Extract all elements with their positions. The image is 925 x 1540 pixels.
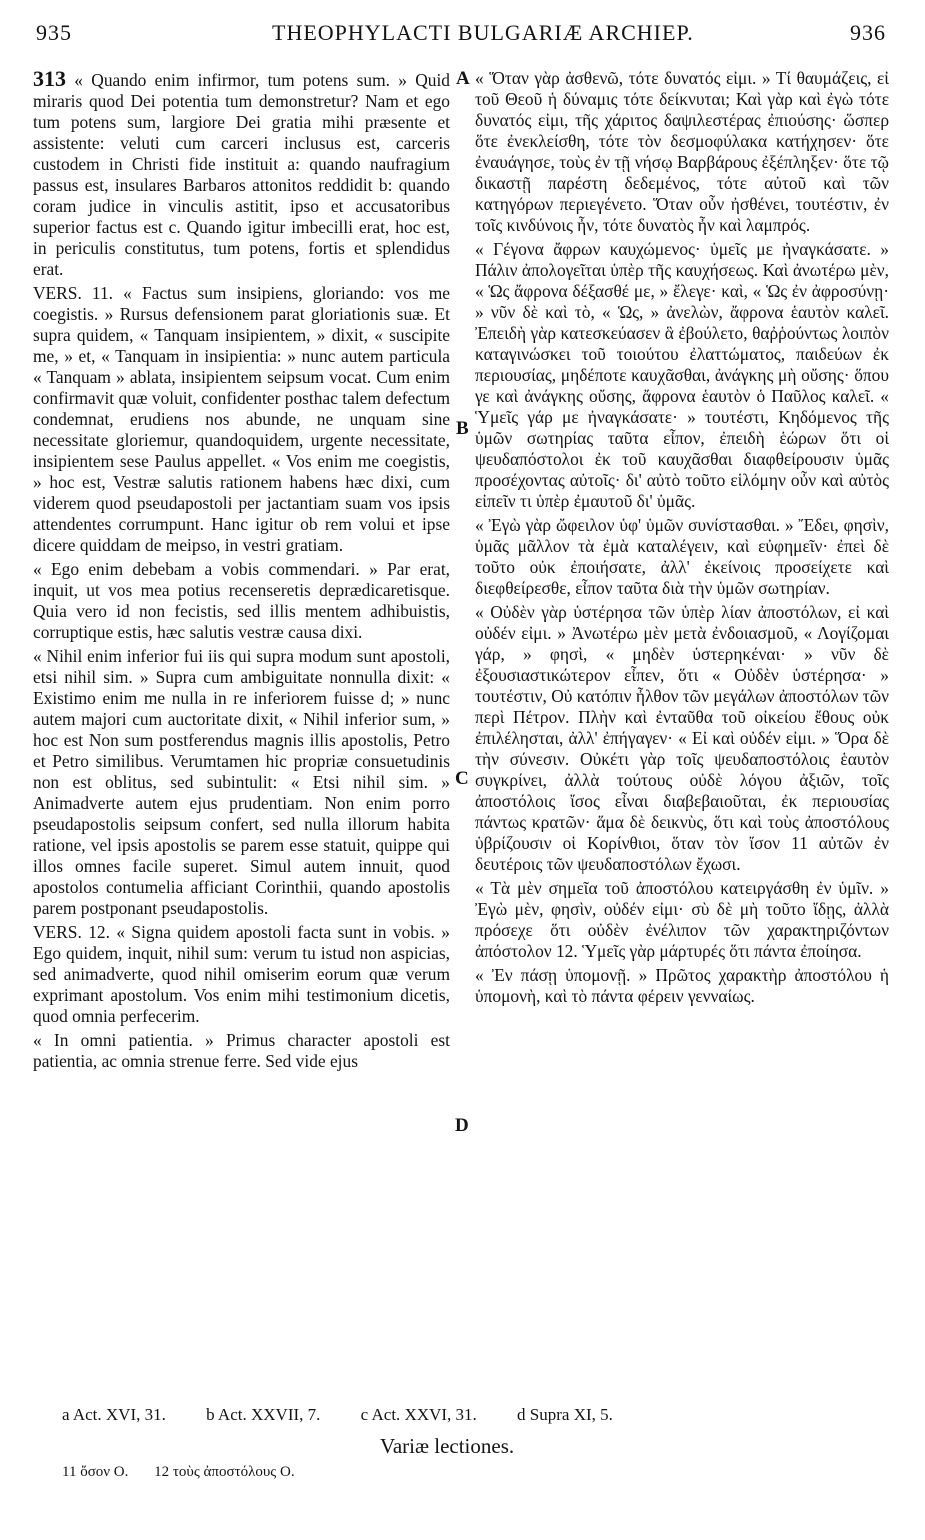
footnote-d: d Supra XI, 5. [517, 1405, 613, 1424]
margin-letter-a: A [456, 68, 470, 89]
page-number-right: 936 [850, 20, 886, 45]
greek-paragraph-4: « Οὐδὲν γὰρ ὑστέρησα τῶν ὑπὲρ λίαν ἀποστόλων, εἰ καὶ οὐδέν εἰμι. » Ἀνωτέρω μὲν μετὰ ἐνδοιασμοῦ, « Λογίζομαι γάρ, » φησὶ, « μηδὲν ὑστερηκέναι· » νῦν δὲ ἐξουσιαστικώτερον εἶπεν, ὅτι « Οὐδὲν ὑστέρησα· » τουτέστιν, Οὐ κατόπιν ἦλθον τῶν μεγάλων ἀποστόλων τῶν περὶ Πέτρον. Πλὴν καὶ ἐνταῦθα τοῦ οἰκείου ἔθους οὐκ ἐπιλέλησται, ἀλλ' ἐπήγαγεν· « Εἰ καὶ οὐδέν εἰμι. » Ὅρα δὲ τὴν σύνεσιν. Οὐκέτι γὰρ τοῖς ψευδαποστόλοις ἑαυτὸν συγκρίνει, ἀλλὰ τούτους οὐδὲ λόγου ἀξιῶν, τοῖς ἀποστόλοις ἴσος εἶναι διαβεβαιοῦται, ἐκ περιουσίας πάντως κρατῶν· ἅμα δὲ δεικνὺς, ὅτι καὶ τοὺς ἀποστόλους ὑβρίζουσιν οἱ Κορίνθιοι, ὅταν τὸν ἴσον 11 αὐτῶν ἐν δευτέροις τῶν ψευδαποστόλων ἔχωσι. [475, 602, 889, 874]
page-number-left: 935 [36, 20, 72, 45]
footnote-c: c Act. XXVI, 31. [360, 1405, 477, 1424]
page-header [0, 20, 925, 60]
greek-paragraph-1: « Ὅταν γὰρ ἀσθενῶ, τότε δυνατός εἰμι. » Τί θαυμάζεις, εἰ τοῦ Θεοῦ ἡ δύναμις τότε δείκνυται; Καὶ γὰρ καὶ ἐγὼ τότε δυνατός εἰμι, τῆς χάριτος δαψιλεστέρας ἐπιούσης· ὥσπερ ὅτε ἐνεκλείσθη, τότε τὸν δεσμοφύλακα κατήχησεν· ὅτε ἐναυάγησε, τοὺς ἐν τῇ νήσῳ Βαρβάρους ἐξέπληξεν· ὅτε τῷ δικαστῇ παρέστη δεδεμένος, τότε αὐτοῦ καὶ τῶν κατηγόρων περιεγένετο. Ὅταν οὖν ἠσθένει, τουτέστιν, ἐν τοῖς κινδύνοις ἦν, τότε δυνατὸς ἦν καὶ λαμπρός. [475, 68, 889, 235]
footnote-b: b Act. XXVII, 7. [206, 1405, 321, 1424]
latin-footnotes [62, 1405, 862, 1425]
latin-paragraph-4: « Nihil enim inferior fui iis qui supra modum sunt apostoli, etsi nihil sim. » Supra cum ambiguitate nonnulla dixit: « Existimo enim me nulla in re inferiorem fuisse d; » nunc autem majori cum auctoritate dixit, « Nihil inferior sum, » hoc est Non sum postferendus magnis illis apostolis, Petro et Petro similibus. Verumtamen hic propriæ consuetudinis non est oblitus, sed subintulit: « Etsi nihil sim. » Animadverte autem ejus prudentiam. Non enim porro pseudapostolis seipsum confert, sed nulla illorum habita ratione, vel ipsis apostolis se parem esse statuit, quippe qui illos omnes facile superet. Simul autem innuit, quod apostolos contumelia afficiant Corinthii, quando apostolis parem postponant pseudapostolis. [33, 646, 450, 918]
latin-paragraph-6: « In omni patientia. » Primus character apostoli est patientia, ac omnia strenue ferre. Sed vide ejus [33, 1030, 450, 1071]
greek-footnote-12: 12 τοὺς ἀποστόλους O. [154, 1464, 295, 1480]
greek-paragraph-3: « Ἐγὼ γὰρ ὤφειλον ὑφ' ὑμῶν συνίστασθαι. » Ἔδει, φησὶν, ὑμᾶς μᾶλλον τὰ ἐμὰ καταλέγειν, καὶ εὐφημεῖν· ἐπεὶ δὲ τοῦτο οὐκ ἐποιήσατε, ἀλλ' ἐκείνοις προσείχετε καὶ διεφθείρεσθε, εἶπον ταῦτα διὰ τὴν ὑμῶν σωτηρίαν. [475, 515, 889, 598]
latin-paragraph-1: 313 « Quando enim infirmor, tum potens sum. » Quid miraris quod Dei potentia tum demonstretur? Nam et ego tum potens sum, largiore Dei gratia mihi præsente et assistente: veluti cum carceri inclusus est, carceris custodem in Christi fide instituit a: quando naufragium passus est, insulares Barbaros attonitos reddidit b: quando coram judice in vinculis astitit, ipso et accusatoribus superior factus est c. Quando igitur imbecilli erat, hoc est, in periculis constitutus, tum potens, fortis et splendidus erat. [33, 66, 450, 279]
latin-column [33, 68, 450, 1075]
margin-letter-b: B [456, 418, 469, 439]
greek-paragraph-6: « Ἐν πάσῃ ὑπομονῇ. » Πρῶτος χαρακτὴρ ἀποστόλου ἡ ὑπομονὴ, καὶ τὸ πάντα φέρειν γενναίως. [475, 965, 889, 1006]
margin-letter-c: C [455, 768, 469, 789]
greek-paragraph-2: « Γέγονα ἄφρων καυχώμενος· ὑμεῖς με ἠναγκάσατε. » Πάλιν ἀπολογεῖται ὑπὲρ τῆς καυχήσεως. Καὶ ἀνωτέρω μὲν, « Ὡς ἄφρονα δέξασθέ με, » ἔλεγε· καὶ, « Ὡς ἐν ἀφροσύνῃ· » νῦν δὲ καὶ τὸ, « Ὡς, » ἀνελὼν, ἄφρονα ἑαυτὸν καλεῖ. Ἐπειδὴ γὰρ κατεσκεύασεν ἃ ἐβούλετο, θαῤῥούντως λοιπὸν καταγινώσκει τοῦ τοιούτου ἐλαττώματος, παιδεύων ἐκ περιουσίας, μηδέποτε καυχᾶσθαι, ἀνάγκης μὴ οὔσης· ὅπου γε καὶ ἀνάγκης οὔσης, ἄφρονα ἑαυτὸν ὁ Παῦλος καλεῖ. « Ὑμεῖς γάρ με ἠναγκάσατε· » τουτέστι, Κηδόμενος τῆς ὑμῶν σωτηρίας ταῦτα εἶπον, ἐπειδὴ ἑώρων ὅτι οἱ ψευδαπόστολοι ἐκ τοῦ καυχᾶσθαι διαφθείρουσιν ὑμᾶς προσέχοντας αὐτοῖς· δι' αὐτὸ τοῦτο εἱλόμην οὖν καὶ αὐτὸς εἰπεῖν τι ὑπὲρ ἐμαυτοῦ δι' ὑμᾶς. [475, 239, 889, 511]
variae-lectiones-heading: Variæ lectiones. [380, 1434, 515, 1458]
greek-footnotes [62, 1464, 317, 1481]
section-number: 313 [33, 66, 66, 91]
latin-paragraph-5: VERS. 12. « Signa quidem apostoli facta sunt in vobis. » Ego quidem, inquit, nihil sum: verum tu istud non aspicias, sed animadverte, quod nihil omiserim eorum quæ verum exprimant apostolum. Vos enim mihi testimonium dicetis, quod omnia perfecerim. [33, 922, 450, 1026]
latin-paragraph-3: « Ego enim debebam a vobis commendari. » Par erat, inquit, ut vos mea potius recenseretis deprædicaretisque. Quia vero id non fecistis, sed illis mentem adhibuistis, corruptique estis, hæc salutis vestræ causa dixi. [33, 559, 450, 642]
greek-footnote-11: 11 ὅσον O. [62, 1464, 129, 1480]
latin-paragraph-2: VERS. 11. « Factus sum insipiens, gloriando: vos me coegistis. » Rursus defensionem parat gloriationis suæ. Et supra quidem, « Tanquam insipientem, » dixit, « suscipite me, » et, « Tanquam in insipientia: » nunc autem particula « Tanquam » ablata, insipientem seipsum vocat. Cum enim confirmavit quæ voluit, confidenter posthac talem defectum condemnat, erudiens nos abunde, ne unquam sine necessitate gloriemur, quandoquidem, urgente necessitate, insipientem sese Paulus appellet. « Vos enim me coegistis, » hoc est, Vestræ salutis rationem habens hæc dixi, cum viderem quod pseudapostoli per jactantiam suam vos ipsis attendentes corrumpunt. Hanc igitur ob rem volui et ipse dicere quiddam de meipso, in vestri gratiam. [33, 283, 450, 555]
footnote-a: a Act. XVI, 31. [62, 1405, 166, 1424]
greek-paragraph-5: « Τὰ μὲν σημεῖα τοῦ ἀποστόλου κατειργάσθη ἐν ὑμῖν. » Ἐγὼ μὲν, φησὶν, οὐδέν εἰμι· σὺ δὲ μὴ τοῦτο ἴδῃς, ἀλλὰ πρόσεχε ὅτι οὐδὲν ἐνέλιπον τῶν χαρακτηριζόντων ἀπόστολον 12. Ὑμεῖς γὰρ μάρτυρές ὅτι πάντα ἐποίησα. [475, 878, 889, 961]
greek-column [475, 68, 889, 1010]
running-title: THEOPHYLACTI BULGARIÆ ARCHIEP. [272, 20, 694, 45]
margin-letter-d: D [455, 1115, 469, 1136]
